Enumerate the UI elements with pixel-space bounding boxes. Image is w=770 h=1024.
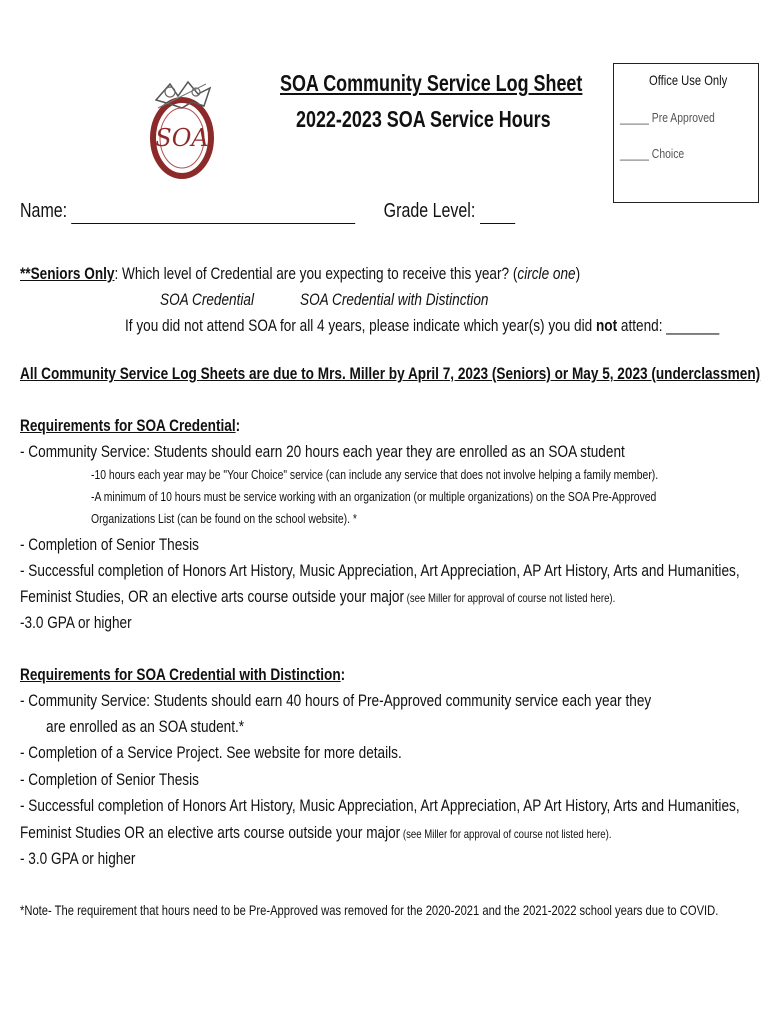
credential-item: -3.0 GPA or higher — [20, 613, 132, 632]
page-subtitle: 2022-2023 SOA Service Hours — [296, 106, 551, 132]
choice-option: _____ Choice — [620, 146, 685, 161]
grade-level-label: Grade Level: — [383, 200, 476, 222]
name-grade-row — [20, 200, 515, 224]
credential-heading — [20, 416, 240, 436]
page-title: SOA Community Service Log Sheet — [280, 70, 583, 96]
circle-one-text: circle one — [517, 264, 576, 283]
distinction-item: - Completion of Senior Thesis — [20, 770, 199, 789]
pre-approved-option: _____ Pre Approved — [620, 110, 715, 125]
name-label: Name: — [20, 200, 68, 222]
distinction-arts-note: (see Miller for approval of course not listed here). — [400, 827, 612, 841]
grade-level-field[interactable] — [480, 200, 515, 224]
soa-logo — [148, 78, 216, 180]
credential-item: - Completion of Senior Thesis — [20, 535, 199, 554]
covid-note: *Note- The requirement that hours need to be Pre-Approved was removed for the 2020-2021 and the 2021-2022 school years due to COVID. — [20, 902, 719, 918]
credential-item: Organizations List (can be found on the school website). * — [91, 511, 357, 526]
distinction-item: - Successful completion of Honors Art History, Music Appreciation, Art Appreciation, AP Art History, Arts and Humanities, — [20, 796, 740, 815]
distinction-heading-text: Requirements for SOA Credential with Distinction — [20, 665, 341, 684]
distinction-item: - Community Service: Students should earn 40 hours of Pre-Approved community service each year they — [20, 691, 652, 710]
distinction-item: - 3.0 GPA or higher — [20, 849, 136, 868]
not-emphasis: not — [595, 316, 618, 335]
distinction-arts-text: Feminist Studies OR an elective arts course outside your major — [20, 823, 401, 842]
option-soa-credential-distinction[interactable]: SOA Credential with Distinction — [300, 290, 489, 309]
seniors-question — [20, 264, 580, 284]
office-use-title: Office Use Only — [649, 72, 728, 88]
distinction-heading — [20, 665, 345, 685]
option-soa-credential[interactable]: SOA Credential — [160, 290, 254, 309]
seniors-question-end: ) — [575, 264, 581, 283]
credential-item: -10 hours each year may be "Your Choice" service (can include any service that does not involve helping a family member). — [91, 467, 659, 482]
distinction-item: - Completion of a Service Project. See website for more details. — [20, 743, 402, 762]
years-not-attended — [125, 316, 719, 336]
years-not-attended-blank: attend: _______ — [617, 316, 720, 335]
seniors-only-label: **Seniors Only — [20, 264, 115, 283]
due-notice: All Community Service Log Sheets are due to Mrs. Miller by April 7, 2023 (Seniors) or May 5, 2023 (underclassmen) — [20, 364, 761, 383]
distinction-item: are enrolled as an SOA student.* — [46, 717, 245, 736]
credential-arts-text: Feminist Studies, OR an elective arts course outside your major — [20, 587, 404, 606]
credential-item — [20, 587, 615, 607]
name-field[interactable] — [72, 200, 356, 224]
seniors-question-text: : Which level of Credential are you expecting to receive this year? ( — [114, 264, 518, 283]
credential-item: - Community Service: Students should earn 20 hours each year they are enrolled as an SOA student — [20, 442, 625, 461]
years-not-attended-text: If you did not attend SOA for all 4 years, please indicate which year(s) you did — [125, 316, 596, 335]
distinction-heading-colon: : — [340, 665, 346, 684]
credential-heading-colon: : — [235, 416, 241, 435]
distinction-item — [20, 823, 612, 843]
credential-heading-text: Requirements for SOA Credential — [20, 416, 236, 435]
svg-text:SOA: SOA — [155, 124, 209, 152]
credential-item: -A minimum of 10 hours must be service working with an organization (or multiple organizations) on the SOA Pre-Approved — [91, 489, 657, 504]
credential-arts-note: (see Miller for approval of course not listed here). — [403, 591, 616, 605]
credential-item: - Successful completion of Honors Art History, Music Appreciation, Art Appreciation, AP Art History, Arts and Humanities, — [20, 561, 740, 580]
